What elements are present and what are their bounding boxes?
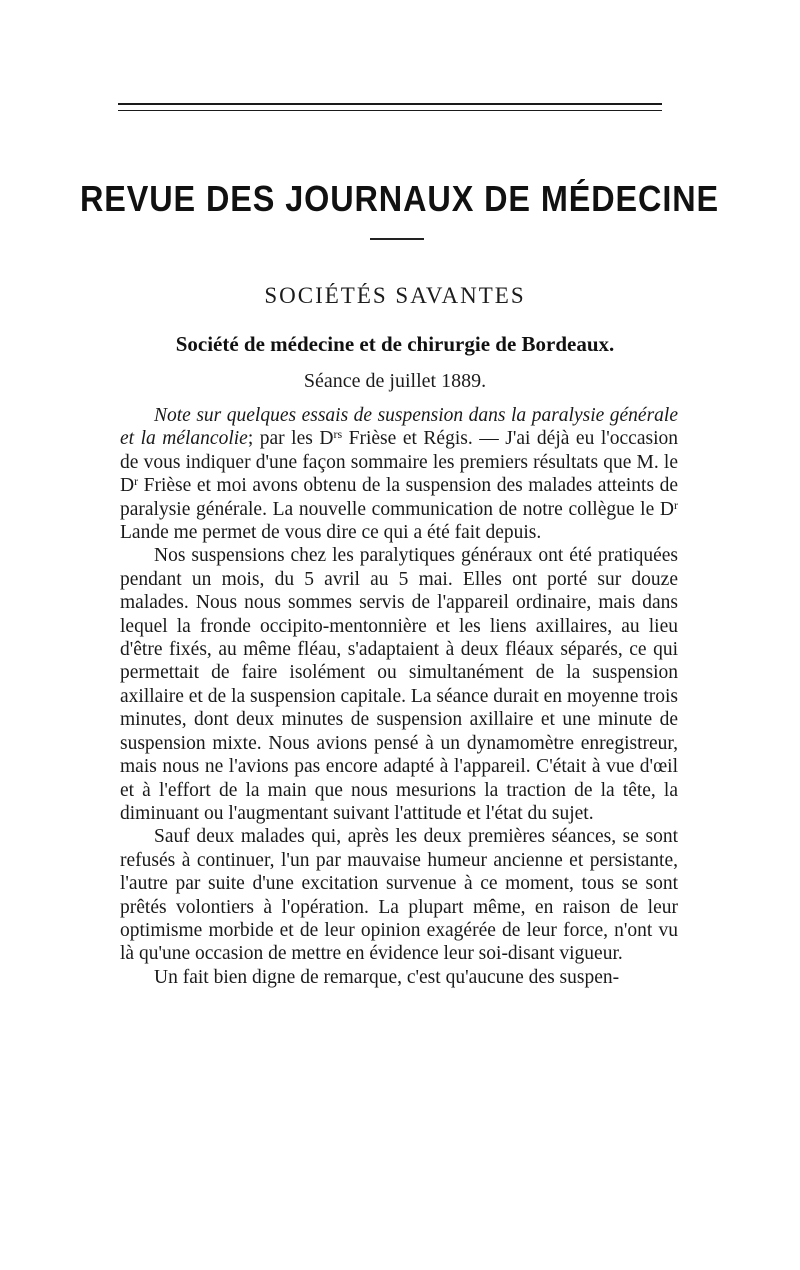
- article-paragraph-2: Nos suspensions chez les paralytiques généraux ont été pratiquées pendant un mois, du 5 avril au 5 mai. Elles ont porté sur douze malades. Nous nous sommes servis de l'appareil ordinaire, mais dans lequel la fronde occipito-mentonnière et les liens axillaires, au lieu d'être fixés, au même fléau, s'adaptaient à deux fléaux séparés, ce qui permettait de faire isolément ou simultanément de la suspension axillaire et de la suspension capitale. La séance durait en moyenne trois minutes, dont deux minutes de suspension axillaire et une minute de suspension mixte. Nous avions pensé à un dynamomètre enregistreur, mais nous ne l'avions pas encore adapté à l'appareil. C'était à vue d'œil et à l'effort de la main que nous mesurions la traction de la tête, la diminuant ou l'augmentant suivant l'attitude et l'état du sujet.: [120, 545, 678, 824]
- page-title: REVUE DES JOURNAUX DE MÉDECINE: [79, 178, 720, 219]
- session-date: Séance de juillet 1889.: [303, 370, 487, 392]
- article-paragraph-3: Sauf deux malades qui, après les deux premières séances, se sont refusés à continuer, l'un par mauvaise humeur ancienne et persistante, l'autre par suite d'une excitation survenue à ce moment, tous se sont prêtés volontiers à l'opération. La plupart même, en raison de leur optimisme morbide et de leur opinion exagérée de leur force, n'ont vu là qu'une occasion de mettre en évidence leur soi-disant vigueur.: [120, 826, 678, 965]
- top-double-rule: [118, 103, 662, 105]
- section-title: SOCIÉTÉS SAVANTES: [264, 283, 526, 308]
- society-title: Société de médecine et de chirurgie de Bordeaux.: [175, 332, 615, 356]
- article-paragraph-1: Note sur quelques essais de suspension dans la paralysie générale et la mélancolie; par les $D^{rs}$ Frièse et Régis. — J'ai déjà eu l'occasion de vous indiquer d'une façon sommaire les premiers résultats que M. le $D^r$ Frièse et moi avons obtenu de la suspension des malades atteints de paralysie générale. La nouvelle communication de notre collègue le $D^r$ Lande me permet de vous dire ce qui a été fait depuis.: [120, 405, 678, 544]
- top-double-rule-thin: [118, 110, 662, 111]
- article-paragraph-4: Un fait bien digne de remarque, c'est qu'aucune des suspen-: [154, 966, 620, 988]
- article-title: Note sur quelques essais de suspension dans la paralysie générale et la mélancolie: [120, 405, 678, 450]
- article-body: [120, 404, 678, 989]
- title-divider: [370, 238, 424, 240]
